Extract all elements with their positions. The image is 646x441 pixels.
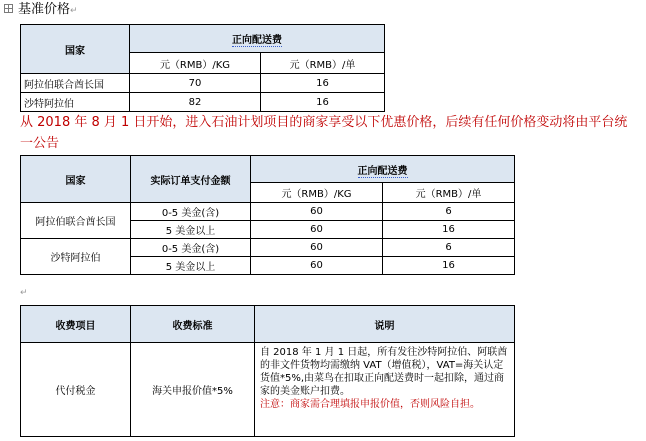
paragraph-mark-icon: ↵ bbox=[20, 288, 28, 298]
cell-order: 16 bbox=[261, 74, 385, 93]
section-title-text: 基准价格 bbox=[18, 2, 71, 17]
cell-order: 6 bbox=[383, 203, 515, 221]
description-text: 自 2018 年 1 月 1 日起，所有发往沙特阿拉伯、阿联酋的非文件货物均需缴纳 VAT（增值税），VAT=海关认定货值*5%,由菜鸟在扣取正向配送费时一起扣除，通过商家的美金账户扣费。 bbox=[260, 347, 508, 397]
cell-order: 6 bbox=[383, 239, 515, 257]
cell-kg: 60 bbox=[251, 239, 383, 257]
header-unit-kg: 元（RMB）/KG bbox=[251, 183, 383, 203]
cell-country: 阿拉伯联合酋长国 bbox=[21, 74, 130, 93]
cell-amount: 5 美金以上 bbox=[131, 257, 251, 275]
cell-fee-standard: 海关申报价值*5% bbox=[131, 343, 255, 437]
promo-price-table bbox=[20, 155, 515, 275]
header-unit-order: 元（RMB）/单 bbox=[383, 183, 515, 203]
cell-kg: 82 bbox=[130, 93, 261, 112]
cell-kg: 70 bbox=[130, 74, 261, 93]
header-country: 国家 bbox=[21, 25, 130, 74]
header-forward-fee: 正向配送费 bbox=[130, 25, 385, 53]
cell-kg: 60 bbox=[251, 257, 383, 275]
cell-country: 沙特阿拉伯 bbox=[21, 239, 131, 275]
cell-order: 16 bbox=[383, 257, 515, 275]
header-order-amount: 实际订单支付金额 bbox=[131, 156, 251, 203]
cell-order: 16 bbox=[261, 93, 385, 112]
fee-item-table bbox=[20, 305, 515, 437]
notice-line-1: 从 2018 年 8 月 1 日开始，进入石油计划项目的商家享受以下优惠价格，后续有任何价格变动将由平台统一公告 bbox=[20, 115, 628, 151]
header-fee-item: 收费项目 bbox=[21, 306, 131, 343]
cell-country: 阿拉伯联合酋长国 bbox=[21, 203, 131, 239]
header-unit-kg: 元（RMB）/KG bbox=[130, 53, 261, 74]
cell-description bbox=[255, 343, 515, 437]
cell-kg: 60 bbox=[251, 221, 383, 239]
header-country: 国家 bbox=[21, 156, 131, 203]
cell-country: 沙特阿拉伯 bbox=[21, 93, 130, 112]
header-forward-fee: 正向配送费 bbox=[251, 156, 515, 183]
header-fee-standard: 收费标准 bbox=[131, 306, 255, 343]
base-price-table bbox=[20, 24, 385, 112]
cell-amount: 0-5 美金(含) bbox=[131, 239, 251, 257]
cell-fee-item: 代付税金 bbox=[21, 343, 131, 437]
paragraph-mark-icon: ↵ bbox=[70, 6, 78, 16]
cell-amount: 5 美金以上 bbox=[131, 221, 251, 239]
section-title bbox=[18, 1, 78, 20]
header-unit-order: 元（RMB）/单 bbox=[261, 53, 385, 74]
cell-order: 16 bbox=[383, 221, 515, 239]
cell-amount: 0-5 美金(含) bbox=[131, 203, 251, 221]
warning-text: 注意：商家需合理填报申报价值，否则风险自担。 bbox=[260, 399, 480, 410]
header-description: 说明 bbox=[255, 306, 515, 343]
cell-kg: 60 bbox=[251, 203, 383, 221]
table-move-handle-icon[interactable] bbox=[4, 4, 13, 13]
